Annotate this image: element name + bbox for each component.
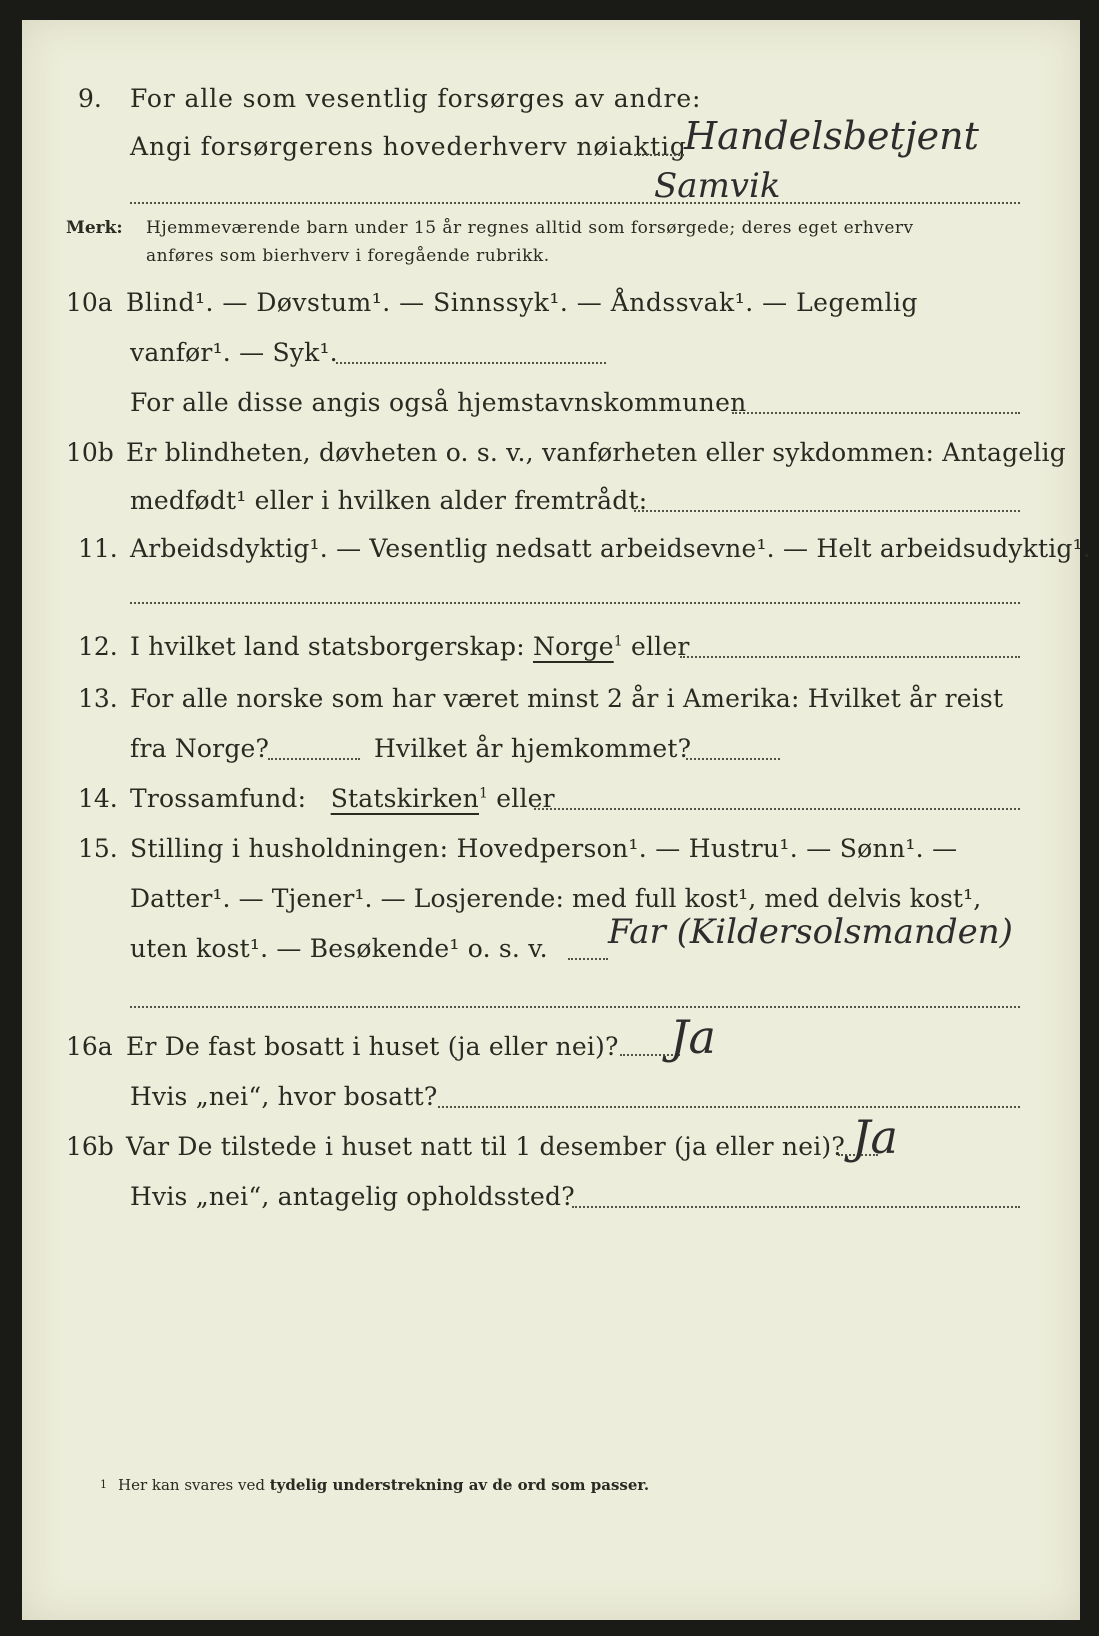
q9-answer-line: [634, 154, 684, 156]
q16b-answer-handwritten: Ja: [852, 1110, 898, 1164]
q12-number: 12.: [78, 632, 118, 661]
q15-line1: Stilling i husholdningen: Hovedperson¹. — Hustru¹. — Sønn¹. —: [130, 834, 958, 863]
q9-line1: For alle som vesentlig forsørges av andre:: [130, 84, 702, 113]
q13-hjem-line: [686, 758, 780, 760]
q9-answer-line2: [130, 202, 1020, 204]
q16b-line2: Hvis „nei“, antagelig opholdssted?: [130, 1182, 575, 1211]
footnote-plain: Her kan svares ved: [118, 1476, 265, 1494]
merk-line2: anføres som bierhverv i foregående rubrikk.: [146, 246, 550, 266]
q10a-line3: For alle disse angis også hjemstavnskommunen: [130, 388, 747, 417]
q14-line: [130, 784, 555, 814]
q16a-bosatt-line: [438, 1106, 1020, 1108]
q15-answer-line: [568, 958, 608, 960]
footnote-text: [118, 1476, 649, 1494]
q13-line1: For alle norske som har været minst 2 år i Amerika: Hvilket år reist: [130, 684, 1004, 713]
q13-line2a: fra Norge?: [130, 734, 270, 763]
merk-line1: Hjemmeværende barn under 15 år regnes alltid som forsørgede; deres eget erhverv: [146, 218, 914, 238]
q12-line: [130, 632, 690, 662]
q9-number: 9.: [78, 84, 102, 113]
q12-norge: Norge: [533, 632, 614, 661]
q14-statskirken: Statskirken: [330, 784, 479, 813]
q15-answer-line2: [130, 1006, 1020, 1008]
q11-answer-line: [130, 602, 1020, 604]
q10a-number: 10a: [66, 288, 113, 317]
q14-prefix: Trossamfund:: [130, 784, 307, 813]
q12-answer-line: [680, 656, 1020, 658]
q9-answer-handwritten: Handelsbetjent: [684, 114, 979, 158]
q10a-line2: vanfør¹. — Syk¹.: [130, 338, 338, 367]
q11-line1: Arbeidsdyktig¹. — Vesentlig nedsatt arbeidsevne¹. — Helt arbeidsudyktig¹.: [130, 534, 1091, 563]
q10a-answer-line: [336, 362, 606, 364]
q10b-answer-line: [634, 510, 1020, 512]
q9-answer2-handwritten: Samvik: [654, 166, 781, 206]
q14-number: 14.: [78, 784, 118, 813]
q13-number: 13.: [78, 684, 118, 713]
q14-suffix: eller: [496, 784, 555, 813]
footnote-marker: 1: [100, 1478, 107, 1491]
q16a-answer-handwritten: Ja: [670, 1010, 716, 1064]
q13-reist-line: [268, 758, 360, 760]
q10a-line1: Blind¹. — Døvstum¹. — Sinnssyk¹. — Åndssvak¹. — Legemlig: [126, 288, 918, 317]
q15-number: 15.: [78, 834, 118, 863]
q15-line2: Datter¹. — Tjener¹. — Losjerende: med full kost¹, med delvis kost¹,: [130, 884, 982, 913]
q15-line3: uten kost¹. — Besøkende¹ o. s. v.: [130, 934, 548, 963]
q16b-number: 16b: [66, 1132, 114, 1161]
q16a-line1: Er De fast bosatt i huset (ja eller nei)?: [126, 1032, 619, 1061]
q16b-opholdssted-line: [572, 1206, 1020, 1208]
form-page: [22, 20, 1091, 1620]
q14-sup: 1: [478, 785, 489, 802]
q12-sup: 1: [613, 633, 623, 650]
q12-suffix: eller: [630, 632, 690, 661]
q14-answer-line: [534, 808, 1020, 810]
q10a-hjemstavn-line: [732, 412, 1020, 414]
q12-prefix: I hvilket land statsborgerskap:: [130, 632, 525, 661]
footnote-bold: tydelig understrekning av de ord som passer.: [269, 1476, 650, 1494]
q15-answer-handwritten: Far (Kildersolsmanden): [608, 912, 1013, 952]
q10b-line1: Er blindheten, døvheten o. s. v., vanførheten eller sykdommen: Antagelig: [126, 438, 1066, 467]
q16a-line2: Hvis „nei“, hvor bosatt?: [130, 1082, 438, 1111]
q11-number: 11.: [78, 534, 118, 563]
q13-line2b: Hvilket år hjemkommet?: [374, 734, 692, 763]
q10b-number: 10b: [66, 438, 114, 467]
q10b-line2: medfødt¹ eller i hvilken alder fremtrådt:: [130, 486, 648, 515]
merk-label: Merk:: [66, 218, 123, 238]
q16b-line1: Var De tilstede i huset natt til 1 desember (ja eller nei)?: [126, 1132, 845, 1161]
q16a-number: 16a: [66, 1032, 113, 1061]
q9-line2: Angi forsørgerens hovederhverv nøiaktig: [130, 132, 687, 161]
